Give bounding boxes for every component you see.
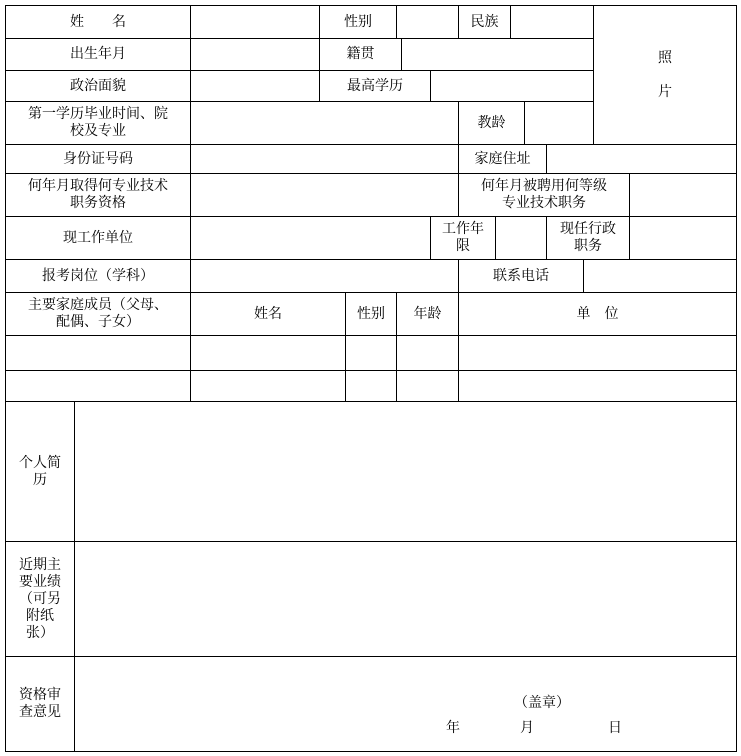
achievements-field[interactable] [74, 541, 737, 657]
review-day: 日 [608, 720, 622, 736]
family-col-gender: 性别 [345, 292, 397, 336]
ethnicity-label: 民族 [458, 5, 511, 39]
family-col-name: 姓名 [190, 292, 346, 336]
photo-box[interactable] [593, 5, 737, 145]
address-label: 家庭住址 [458, 144, 547, 174]
gender-field[interactable] [396, 5, 459, 39]
family-row-1-age[interactable] [396, 335, 459, 371]
review-year: 年 [446, 720, 460, 736]
name-label: 姓 名 [5, 5, 191, 39]
work-years-label: 工作年 限 [430, 216, 496, 260]
ethnicity-field[interactable] [510, 5, 594, 39]
family-row-2-relation[interactable] [5, 370, 191, 402]
education-label: 最高学历 [319, 70, 431, 102]
family-row-1-gender[interactable] [345, 335, 397, 371]
employer-label: 现工作单位 [5, 216, 191, 260]
family-col-age: 年龄 [396, 292, 459, 336]
admin-position-field[interactable] [629, 216, 737, 260]
first-degree-label: 第一学历毕业时间、院 校及专业 [5, 101, 191, 145]
family-row-2-gender[interactable] [345, 370, 397, 402]
family-row-2-unit[interactable] [458, 370, 737, 402]
address-field[interactable] [546, 144, 737, 174]
native-label: 籍贯 [319, 38, 402, 71]
id-label: 身份证号码 [5, 144, 191, 174]
hired-field[interactable] [629, 173, 737, 217]
political-label: 政治面貌 [5, 70, 191, 102]
review-label: 资格审 查意见 [5, 656, 75, 752]
admin-position-label: 现任行政 职务 [546, 216, 630, 260]
family-row-1-unit[interactable] [458, 335, 737, 371]
political-field[interactable] [190, 70, 320, 102]
post-field[interactable] [190, 259, 459, 293]
family-col-unit: 单 位 [458, 292, 737, 336]
family-row-1-name[interactable] [190, 335, 346, 371]
qualification-field[interactable] [190, 173, 459, 217]
review-month: 月 [520, 720, 534, 736]
review-field[interactable] [74, 656, 737, 752]
teaching-age-label: 教龄 [458, 101, 525, 145]
photo-label: 照 片 [658, 49, 672, 100]
family-label: 主要家庭成员（父母、 配偶、子女） [5, 292, 191, 336]
family-row-1-relation[interactable] [5, 335, 191, 371]
gender-label: 性别 [319, 5, 397, 39]
post-label: 报考岗位（学科） [5, 259, 191, 293]
birth-field[interactable] [190, 38, 320, 71]
achievements-label: 近期主 要业绩 （可另 附纸 张） [5, 541, 75, 657]
phone-field[interactable] [583, 259, 737, 293]
birth-label: 出生年月 [5, 38, 191, 71]
name-field[interactable] [190, 5, 320, 39]
work-years-field[interactable] [495, 216, 547, 260]
first-degree-field[interactable] [190, 101, 459, 145]
phone-label: 联系电话 [458, 259, 584, 293]
review-seal: （盖章） [514, 695, 570, 711]
family-row-2-name[interactable] [190, 370, 346, 402]
id-field[interactable] [190, 144, 459, 174]
family-row-2-age[interactable] [396, 370, 459, 402]
resume-label: 个人简 历 [5, 401, 75, 542]
qualification-label: 何年月取得何专业技术 职务资格 [5, 173, 191, 217]
employer-field[interactable] [190, 216, 431, 260]
education-field[interactable] [430, 70, 594, 102]
hired-label: 何年月被聘用何等级 专业技术职务 [458, 173, 630, 217]
native-field[interactable] [401, 38, 594, 71]
teaching-age-field[interactable] [524, 101, 594, 145]
resume-field[interactable] [74, 401, 737, 542]
